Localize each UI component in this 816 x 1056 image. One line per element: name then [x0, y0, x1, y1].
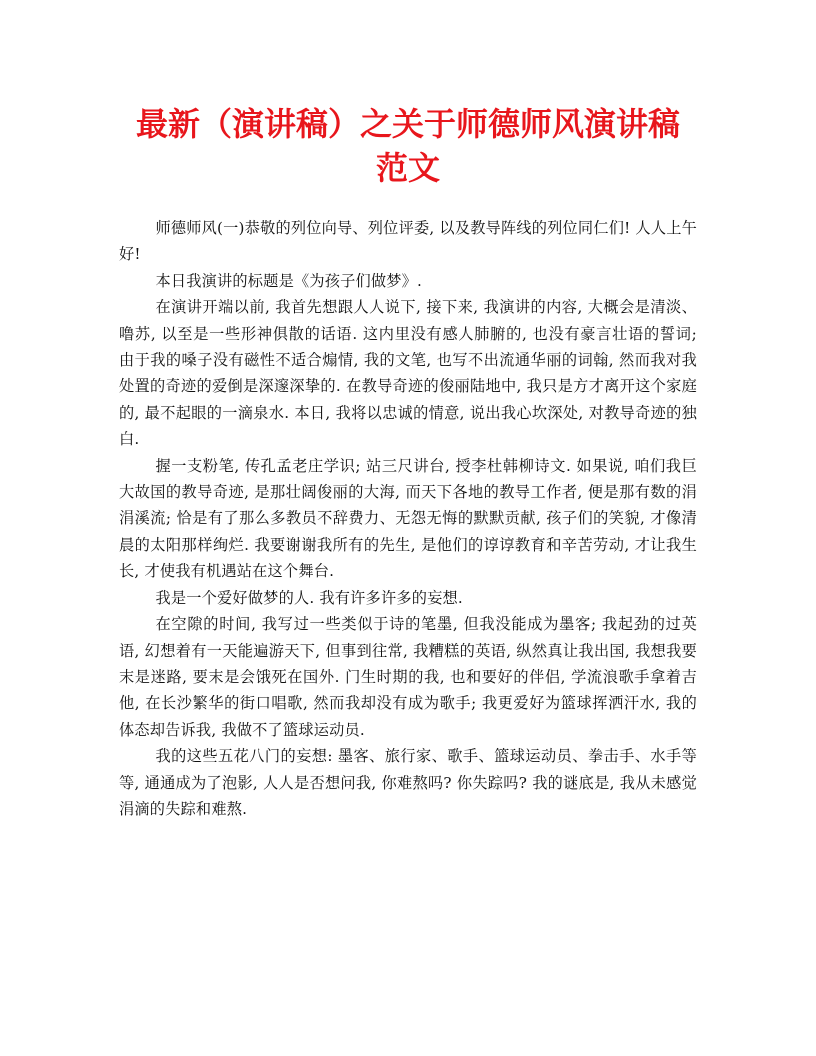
title-line-1: 最新（演讲稿）之关于师德师风演讲稿 [135, 105, 680, 143]
document-body [119, 215, 697, 822]
paragraph-4: 握一支粉笔, 传孔孟老庄学识; 站三尺讲台, 授李杜韩柳诗文. 如果说, 咱们我巨大故国的教导奇迹, 是那壮阔俊丽的大海, 而天下各地的教导工作者, 便是那有数的涓涓溪流; 恰是有了那么多教员不辞费力、无怨无悔的默默贡献, 孩子们的笑貌, 才像清晨的太阳那样绚烂. 我要谢谢我所有的先生, 是他们的谆谆教育和辛苦劳动, 才让我生长, 才使我有机遇站在这个舞台. [119, 456, 697, 581]
paragraph-7: 我的这些五花八门的妄想: 墨客、旅行家、歌手、篮球运动员、拳击手、水手等等, 通通成为了泡影, 人人是否想问我, 你难熬吗? 你失踪吗? 我的谜底是, 我从未感觉涓滴的失踪和难熬. [119, 747, 697, 818]
document-title [100, 102, 716, 190]
paragraph-5: 我是一个爱好做梦的人. 我有许多许多的妄想. [155, 588, 463, 607]
paragraph-6: 在空隙的时间, 我写过一些类似于诗的笔墨, 但我没能成为墨客; 我起劲的过英语, 幻想着有一天能遍游天下, 但事到往常, 我糟糕的英语, 纵然真让我出国, 我想我要末是迷路, 要末是会饿死在国外. 门生时期的我, 也和要好的伴侣, 学流浪歌手拿着吉他, 在长沙繁华的街口唱歌, 然而我却没有成为歌手; 我更爱好为篮球挥洒汗水, 我的体态却告诉我, 我做不了篮球运动员. [119, 615, 697, 739]
title-line-2: 范文 [375, 149, 440, 187]
paragraph-3: 在演讲开端以前, 我首先想跟人人说下, 接下来, 我演讲的内容, 大概会是清淡、噜苏, 以至是一些形神俱散的话语. 这内里没有感人肺腑的, 也没有豪言壮语的誓词; 由于我的嗓子没有磁性不适合煽情, 我的文笔, 也写不出流通华丽的词翰, 然而我对我处置的奇迹的爱倒是深邃深挚的. 在教导奇迹的俊丽陆地中, 我只是方才离开这个家庭的, 最不起眼的一滴泉水. 本日, 我将以忠诚的情意, 说出我心坎深处, 对教导奇迹的独白. [119, 298, 697, 449]
paragraph-2: 本日我演讲的标题是《为孩子们做梦》. [155, 271, 423, 290]
paragraph-1: 师德师风(一)恭敬的列位向导、列位评委, 以及教导阵线的列位同仁们! 人人上午好! [119, 219, 697, 264]
